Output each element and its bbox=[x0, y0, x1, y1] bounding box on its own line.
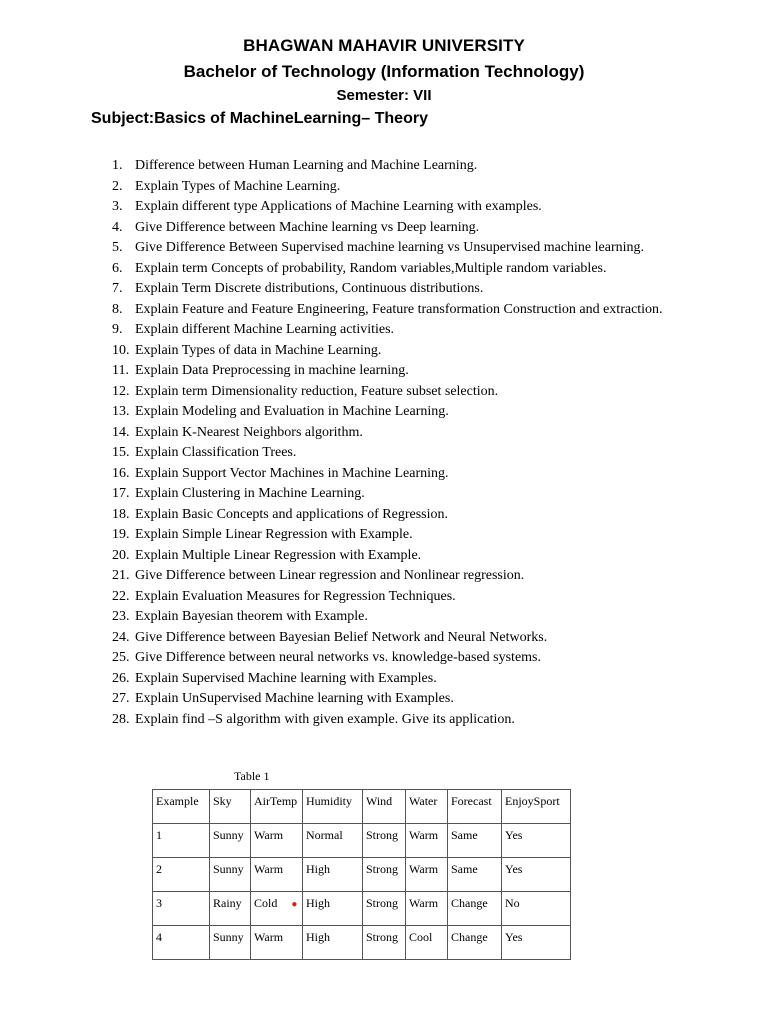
question-number: 11. bbox=[112, 363, 129, 378]
question-text: Explain term Concepts of probability, Random variables,Multiple random variables. bbox=[135, 260, 607, 276]
question-number: 3. bbox=[112, 199, 123, 214]
question-text: Explain different type Applications of Machine Learning with examples. bbox=[135, 199, 542, 214]
question-number: 9. bbox=[112, 322, 123, 337]
question-item bbox=[112, 443, 672, 464]
table-cell: Sunny bbox=[210, 824, 251, 858]
table-cell: Sunny bbox=[210, 858, 251, 892]
question-item bbox=[112, 689, 672, 710]
question-text: Explain Classification Trees. bbox=[135, 445, 297, 460]
question-item bbox=[112, 361, 672, 382]
table-cell: Warm bbox=[251, 926, 303, 960]
question-text: Give Difference between Machine learning vs Deep learning. bbox=[135, 219, 480, 235]
question-number: 27. bbox=[112, 691, 130, 706]
question-number: 15. bbox=[112, 445, 130, 460]
column-header: Forecast bbox=[448, 790, 502, 824]
table-row bbox=[153, 926, 571, 960]
table-cell: Warm bbox=[406, 892, 448, 926]
question-text: Explain K-Nearest Neighbors algorithm. bbox=[135, 424, 363, 440]
column-header: Example bbox=[153, 790, 210, 824]
table-cell: Yes bbox=[502, 926, 571, 960]
question-text: Give Difference between neural networks vs. knowledge-based systems. bbox=[135, 650, 541, 665]
column-header: EnjoySport bbox=[502, 790, 571, 824]
table-cell: 4 bbox=[153, 926, 210, 960]
university-title: BHAGWAN MAHAVIR UNIVERSITY bbox=[243, 36, 525, 55]
question-text: Explain Supervised Machine learning with Examples. bbox=[135, 670, 437, 686]
question-number: 19. bbox=[112, 527, 130, 542]
question-item bbox=[112, 566, 672, 587]
question-text: Explain Basic Concepts and applications of Regression. bbox=[135, 506, 448, 522]
question-text: Explain Data Preprocessing in machine learning. bbox=[135, 363, 409, 378]
table-cell: Strong bbox=[363, 858, 406, 892]
question-number: 24. bbox=[112, 629, 130, 645]
table-cell: Yes bbox=[502, 858, 571, 892]
table-cell: Normal bbox=[303, 824, 363, 858]
question-number: 22. bbox=[112, 588, 130, 604]
question-number: 13. bbox=[112, 404, 130, 419]
question-item bbox=[112, 279, 672, 300]
question-text: Difference between Human Learning and Machine Learning. bbox=[135, 158, 478, 173]
table-cell: 1 bbox=[153, 824, 210, 858]
table-cell: 2 bbox=[153, 858, 210, 892]
question-text: Explain find –S algorithm with given example. Give its application. bbox=[135, 711, 515, 727]
question-number: 12. bbox=[112, 383, 130, 399]
question-text: Explain different Machine Learning activities. bbox=[135, 322, 395, 337]
table-cell: Strong bbox=[363, 926, 406, 960]
question-item bbox=[112, 382, 672, 403]
question-number: 26. bbox=[112, 670, 130, 686]
question-text: Explain Feature and Feature Engineering, Feature transformation Construction and extraction. bbox=[135, 301, 663, 317]
table-cell: High bbox=[303, 858, 363, 892]
question-number: 16. bbox=[112, 465, 130, 481]
question-text: Explain Types of Machine Learning. bbox=[135, 178, 341, 194]
question-number: 18. bbox=[112, 506, 130, 522]
question-number: 20. bbox=[112, 547, 130, 563]
question-number: 23. bbox=[112, 609, 130, 624]
question-text: Explain UnSupervised Machine learning with Examples. bbox=[135, 691, 454, 706]
question-text: Explain Bayesian theorem with Example. bbox=[135, 609, 368, 624]
table-cell: Cold bbox=[254, 896, 278, 910]
question-number: 1. bbox=[112, 158, 123, 173]
question-text: Give Difference between Bayesian Belief Network and Neural Networks. bbox=[135, 629, 548, 645]
red-dot-mark: ● bbox=[291, 899, 298, 910]
question-text: Explain Clustering in Machine Learning. bbox=[135, 486, 365, 501]
question-text: Explain Multiple Linear Regression with Example. bbox=[135, 547, 422, 563]
question-text: Explain Simple Linear Regression with Example. bbox=[135, 527, 413, 542]
question-text: Give Difference between Linear regression and Nonlinear regression. bbox=[135, 568, 525, 583]
question-number: 25. bbox=[112, 650, 130, 665]
question-text: Explain Term Discrete distributions, Continuous distributions. bbox=[135, 281, 484, 296]
question-text: Explain Support Vector Machines in Machine Learning. bbox=[135, 465, 449, 481]
question-number: 28. bbox=[112, 711, 130, 727]
question-item bbox=[112, 525, 672, 546]
table-cell: Change bbox=[448, 926, 502, 960]
subject-heading: Subject:Basics of MachineLearning– Theory bbox=[91, 110, 428, 127]
question-item bbox=[112, 156, 672, 177]
question-item bbox=[112, 320, 672, 341]
table-header-row bbox=[153, 790, 571, 824]
question-item bbox=[112, 300, 672, 321]
question-number: 17. bbox=[112, 486, 130, 501]
question-list bbox=[112, 156, 672, 730]
column-header: AirTemp bbox=[251, 790, 303, 824]
table-cell: Yes bbox=[502, 824, 571, 858]
question-item bbox=[112, 710, 672, 731]
question-item bbox=[112, 464, 672, 485]
table-cell: No bbox=[502, 892, 571, 926]
table-cell: Warm bbox=[251, 824, 303, 858]
question-item bbox=[112, 238, 672, 259]
semester-label: Semester: VII bbox=[336, 87, 432, 104]
question-number: 14. bbox=[112, 424, 130, 440]
table-cell: Same bbox=[448, 824, 502, 858]
table-row bbox=[153, 892, 571, 926]
question-item bbox=[112, 197, 672, 218]
question-number: 5. bbox=[112, 240, 123, 255]
question-number: 2. bbox=[112, 178, 123, 194]
question-item bbox=[112, 648, 672, 669]
question-number: 6. bbox=[112, 260, 123, 276]
question-number: 21. bbox=[112, 568, 130, 583]
column-header: Humidity bbox=[303, 790, 363, 824]
table-cell: Sunny bbox=[210, 926, 251, 960]
question-item bbox=[112, 546, 672, 567]
question-item bbox=[112, 587, 672, 608]
table-cell: Strong bbox=[363, 824, 406, 858]
question-item bbox=[112, 607, 672, 628]
column-header: Sky bbox=[210, 790, 251, 824]
question-item bbox=[112, 669, 672, 690]
question-number: 4. bbox=[112, 219, 123, 235]
question-number: 7. bbox=[112, 281, 123, 296]
table-cell: Warm bbox=[406, 824, 448, 858]
question-item bbox=[112, 505, 672, 526]
table-cell-with-mark bbox=[251, 892, 303, 926]
column-header: Water bbox=[406, 790, 448, 824]
training-examples-table bbox=[152, 789, 571, 960]
question-item bbox=[112, 628, 672, 649]
question-item bbox=[112, 341, 672, 362]
table-row bbox=[153, 824, 571, 858]
table-cell: Strong bbox=[363, 892, 406, 926]
question-item bbox=[112, 218, 672, 239]
question-text: Give Difference Between Supervised machine learning vs Unsupervised machine learning. bbox=[135, 240, 645, 255]
table-cell: Change bbox=[448, 892, 502, 926]
table-caption: Table 1 bbox=[234, 769, 270, 783]
table-cell: High bbox=[303, 926, 363, 960]
program-title: Bachelor of Technology (Information Technology) bbox=[183, 62, 585, 81]
question-item bbox=[112, 484, 672, 505]
question-item bbox=[112, 423, 672, 444]
question-item bbox=[112, 402, 672, 423]
question-item bbox=[112, 177, 672, 198]
column-header: Wind bbox=[363, 790, 406, 824]
question-text: Explain term Dimensionality reduction, Feature subset selection. bbox=[135, 383, 499, 399]
table-cell: Same bbox=[448, 858, 502, 892]
question-text: Explain Types of data in Machine Learning. bbox=[135, 342, 382, 358]
question-text: Explain Evaluation Measures for Regression Techniques. bbox=[135, 588, 456, 604]
table-cell: Cool bbox=[406, 926, 448, 960]
table-cell: 3 bbox=[153, 892, 210, 926]
question-number: 10. bbox=[112, 342, 130, 358]
table-row bbox=[153, 858, 571, 892]
table-cell: High bbox=[303, 892, 363, 926]
table-cell: Rainy bbox=[210, 892, 251, 926]
table-cell: Warm bbox=[406, 858, 448, 892]
table-cell: Warm bbox=[251, 858, 303, 892]
question-item bbox=[112, 259, 672, 280]
question-number: 8. bbox=[112, 301, 123, 317]
question-text: Explain Modeling and Evaluation in Machine Learning. bbox=[135, 404, 449, 419]
